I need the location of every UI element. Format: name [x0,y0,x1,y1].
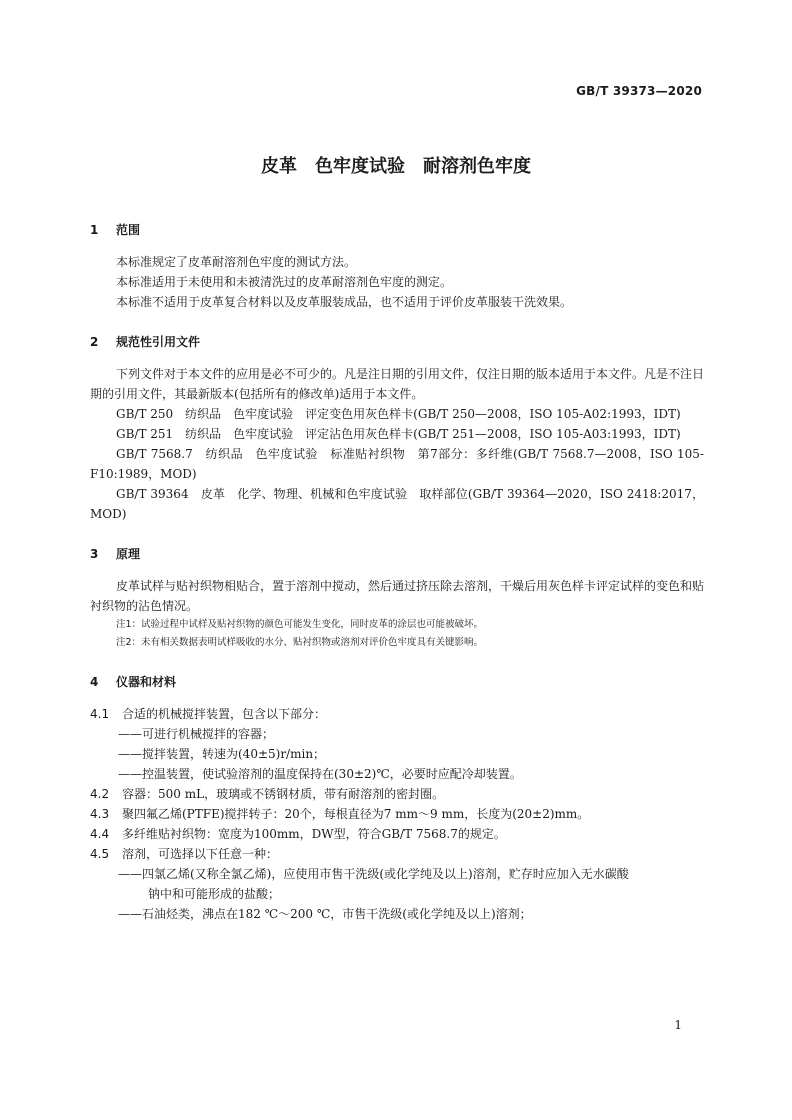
clause-text: 聚四氟乙烯(PTFE)搅拌转子：20个，每根直径为7 mm～9 mm，长度为(20±2)mm。 [122,807,590,821]
section-number: 3 [90,547,99,561]
reference-item: GB/T 251 纺织品 色牢度试验 评定沾色用灰色样卡(GB/T 251—2008，ISO 105-A03:1993，IDT) [116,427,681,441]
dash-list-item: ——四氯乙烯(又称全氯乙烯)，应使用市售干洗级(或化学纯及以上)溶剂，贮存时应加入无水碳酸 [118,867,629,881]
note: 注2：未有相关数据表明试样吸收的水分、贴衬织物或溶剂对评价色牢度具有关键影响。 [116,637,484,648]
paragraph: 本标准不适用于皮革复合材料以及皮革服装成品，也不适用于评价皮革服装干洗效果。 [116,295,573,309]
paragraph: 下列文件对于本文件的应用是必不可少的。凡是注日期的引用文件，仅注日期的版本适用于本文件。凡是不注日期的引用文件，其最新版本(包括所有的修改单)适用于本文件。 [90,367,705,401]
section-number: 2 [90,335,99,349]
section-number: 4 [90,675,99,689]
dash-list-item: ——搅拌装置，转速为(40±5)r/min； [118,747,326,761]
dash-list-item: ——控温装置，使试验溶剂的温度保持在(30±2)℃，必要时应配冷却装置。 [118,767,522,781]
clause-number: 4.4 [90,827,110,841]
paragraph: 皮革试样与贴衬织物相贴合，置于溶剂中搅动，然后通过挤压除去溶剂，干燥后用灰色样卡评定试样的变色和贴衬织物的沾色情况。 [90,579,705,613]
reference-item: GB/T 250 纺织品 色牢度试验 评定变色用灰色样卡(GB/T 250—2008，ISO 105-A02:1993，IDT) [116,407,681,421]
dash-list-item-continuation: 钠中和可能形成的盐酸； [148,887,281,901]
standard-code: GB/T 39373—2020 [576,84,702,98]
note: 注1：试验过程中试样及贴衬织物的颜色可能发生变化，同时皮革的涂层也可能被破坏。 [116,619,484,630]
clause-4-4 [90,824,704,844]
section-1-heading [90,220,704,240]
clause-number: 4.1 [90,707,110,721]
clause-text: 多纤维贴衬织物：宽度为100mm，DW型，符合GB/T 7568.7的规定。 [122,827,506,841]
clause-text: 合适的机械搅拌装置，包含以下部分： [122,707,327,721]
clause-4-1 [90,704,704,724]
paragraph: 本标准适用于未使用和未被清洗过的皮革耐溶剂色牢度的测定。 [116,275,453,289]
page-title: 皮革 色牢度试验 耐溶剂色牢度 [261,156,531,177]
clause-number: 4.3 [90,807,110,821]
clause-number: 4.2 [90,787,110,801]
dash-list-item: ——可进行机械搅拌的容器； [118,727,275,741]
clause-4-5 [90,844,704,864]
clause-text: 容器：500 mL，玻璃或不锈钢材质，带有耐溶剂的密封圈。 [122,787,445,801]
clause-4-3 [90,804,704,824]
clause-4-2 [90,784,704,804]
section-4-heading [90,672,704,692]
section-title: 规范性引用文件 [116,335,201,349]
section-title: 范围 [116,223,141,237]
section-title: 仪器和材料 [116,675,177,689]
reference-item: GB/T 39364 皮革 化学、物理、机械和色牢度试验 取样部位(GB/T 39364—2020，ISO 2418:2017，MOD) [90,487,704,521]
section-3-heading [90,544,704,564]
page-number: 1 [674,1018,682,1032]
clause-number: 4.5 [90,847,110,861]
section-2-heading [90,332,704,352]
section-title: 原理 [116,547,141,561]
paragraph: 本标准规定了皮革耐溶剂色牢度的测试方法。 [116,255,357,269]
clause-text: 溶剂，可选择以下任意一种： [122,847,279,861]
document-body [90,220,704,924]
reference-item: GB/T 7568.7 纺织品 色牢度试验 标准贴衬织物 第7部分：多纤维(GB/T 7568.7—2008，ISO 105-F10:1989，MOD) [90,447,704,481]
dash-list-item: ——石油烃类，沸点在182 ℃～200 ℃，市售干洗级(或化学纯及以上)溶剂； [118,907,532,921]
section-number: 1 [90,223,99,237]
